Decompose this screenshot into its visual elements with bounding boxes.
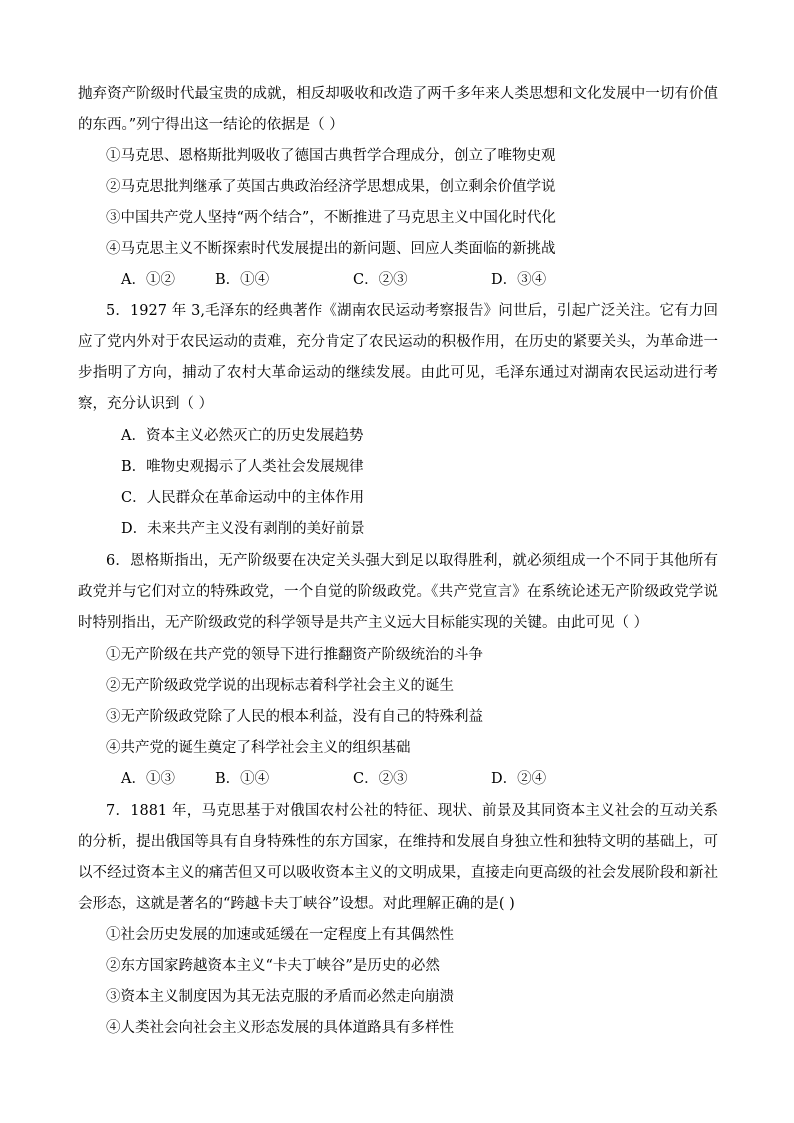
q6-answer-row — [121, 764, 601, 795]
q4-item-2: ②马克思批判继承了英国古典政治经济学思想成果，创立剩余价值学说 — [106, 179, 556, 195]
q6-item-3: ③无产阶级政党除了人民的根本利益，没有自己的特殊利益 — [106, 709, 483, 725]
q7-stem: 7．1881 年，马克思基于对俄国农村公社的特征、现状、前景及其同资本主义社会的互动关系的分析，提出俄国等具有自身特殊性的东方国家，在维持和发展自身独立性和独特文明的基础上，可以不经过资本主义的痛苦但又可以吸收资本主义的文明成果，直接走向更高级的社会发展阶段和新社会形态，这就是著名的“跨越卡夫丁峡谷”设想。对此理解正确的是( ) — [78, 803, 718, 912]
q5-option-c[interactable]: C．人民群众在革命运动中的主体作用 — [121, 490, 365, 506]
q4-item-1: ①马克思、恩格斯批判吸收了德国古典哲学合理成分，创立了唯物史观 — [106, 148, 556, 164]
q6-answer-d[interactable]: D．②④ — [491, 771, 547, 787]
q6-answer-c[interactable]: C．②③ — [353, 771, 408, 787]
q6-item-1: ①无产阶级在共产党的领导下进行推翻资产阶级统治的斗争 — [106, 647, 483, 663]
q4-item-3: ③中国共产党人坚持“两个结合”，不断推进了马克思主义中国化时代化 — [106, 210, 556, 226]
q7-item-3: ③资本主义制度因为其无法克服的矛盾而必然走向崩溃 — [106, 989, 454, 1005]
q4-answer-a[interactable]: A．①② — [121, 272, 175, 288]
q4-answer-d[interactable]: D．③④ — [491, 272, 547, 288]
q6-stem: 6．恩格斯指出，无产阶级要在决定关头强大到足以取得胜利，就必须组成一个不同于其他所有政党并与它们对立的特殊政党，一个自觉的阶级政党。《共产党宣言》在系统论述无产阶级政党学说时特别指出，无产阶级政党的科学领导是共产主义远大目标能实现的关键。由此可见（ ） — [78, 553, 718, 631]
q5-option-a[interactable]: A．资本主义必然灭亡的历史发展趋势 — [121, 428, 364, 444]
q6-answer-a[interactable]: A．①③ — [121, 771, 175, 787]
q6-item-2: ②无产阶级政党学说的出现标志着科学社会主义的诞生 — [106, 678, 454, 694]
q5-stem: 5．1927 年 3,毛泽东的经典著作《湖南农民运动考察报告》问世后，引起广泛关注。它有力回应了党内外对于农民运动的责难，充分肯定了农民运动的积极作用，在历史的紧要关头，为革命进一步指明了方向，捕动了农村大革命运动的继续发展。由此可见，毛泽东通过对湖南农民运动进行考察，充分认识到（ ） — [78, 303, 718, 412]
q4-answer-c[interactable]: C．②③ — [353, 272, 408, 288]
q4-answer-row — [121, 265, 601, 296]
q6-item-4: ④共产党的诞生奠定了科学社会主义的组织基础 — [106, 740, 411, 756]
q6-answer-b[interactable]: B．①④ — [215, 771, 270, 787]
q7-item-2: ②东方国家跨越资本主义“卡夫丁峡谷”是历史的必然 — [106, 958, 440, 974]
q7-item-4: ④人类社会向社会主义形态发展的具体道路具有多样性 — [106, 1020, 454, 1036]
q4-stem-tail: 抛弃资产阶级时代最宝贵的成就，相反却吸收和改造了两千多年来人类思想和文化发展中一切有价值的东西。”列宁得出这一结论的依据是（ ） — [78, 86, 718, 133]
q5-option-b[interactable]: B．唯物史观揭示了人类社会发展规律 — [121, 459, 364, 475]
q7-item-1: ①社会历史发展的加速或延缓在一定程度上有其偶然性 — [106, 927, 454, 943]
q5-option-d[interactable]: D．未来共产主义没有剥削的美好前景 — [121, 521, 365, 537]
q4-answer-b[interactable]: B．①④ — [215, 272, 270, 288]
q4-item-4: ④马克思主义不断探索时代发展提出的新问题、回应人类面临的新挑战 — [106, 241, 556, 257]
